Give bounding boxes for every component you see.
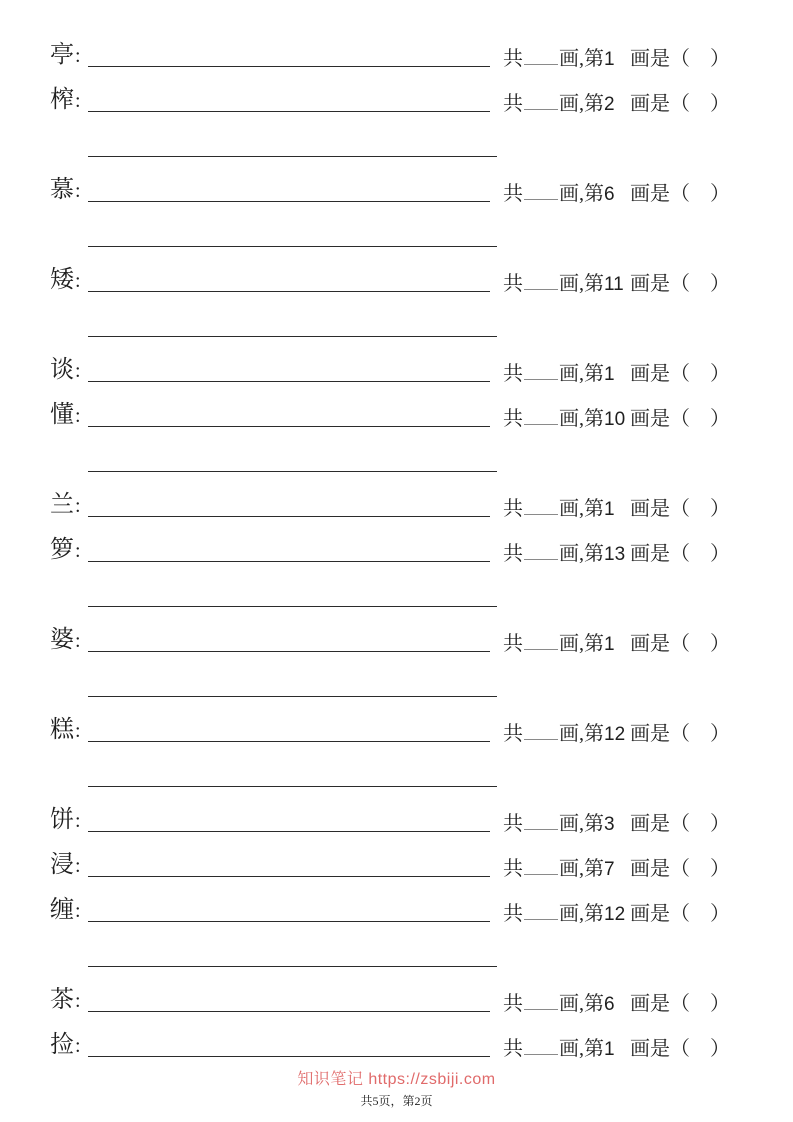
question-open-paren: 画是（ [630, 993, 690, 1015]
entry-character-cell [50, 268, 88, 295]
entry-character: 谈 [50, 357, 74, 383]
question-close-paren: ） [710, 183, 730, 205]
question-prefix: 共 [503, 498, 523, 520]
question-close-paren: ） [710, 93, 730, 115]
question-prefix: 共 [503, 408, 523, 430]
entry-character: 榨 [50, 87, 74, 113]
question-middle: 画,第 [559, 543, 604, 565]
stroke-question [503, 724, 747, 745]
entry-character-cell [50, 808, 88, 835]
stroke-count-blank [524, 513, 558, 515]
watermark-link: 知识笔记 https://zsbiji.com [297, 1071, 496, 1088]
question-prefix: 共 [503, 543, 523, 565]
stroke-number: 3 [604, 814, 615, 835]
writing-line [88, 291, 490, 292]
stroke-count-blank [524, 738, 558, 740]
writing-line [88, 201, 490, 202]
writing-line [88, 426, 490, 427]
entry-character-cell [50, 358, 88, 385]
stroke-number: 6 [604, 994, 615, 1015]
stroke-number: 1 [604, 499, 615, 520]
entry-character: 亭 [50, 42, 74, 68]
entry-row [50, 1015, 745, 1060]
question-middle: 画,第 [559, 858, 604, 880]
stroke-number: 1 [604, 1039, 615, 1060]
question-close-paren: ） [710, 408, 730, 430]
question-open-paren: 画是（ [630, 48, 690, 70]
colon: : [75, 270, 81, 292]
entry-row [50, 880, 745, 925]
writing-line-continuation [88, 156, 497, 157]
question-prefix: 共 [503, 93, 523, 115]
question-open-paren: 画是（ [630, 93, 690, 115]
entry-character: 浸 [50, 852, 74, 878]
stroke-count-blank [524, 828, 558, 830]
question-prefix: 共 [503, 723, 523, 745]
question-middle: 画,第 [559, 273, 604, 295]
question-open-paren: 画是（ [630, 1038, 690, 1060]
writing-line-continuation [88, 966, 497, 967]
entry-character: 缠 [50, 897, 74, 923]
colon: : [75, 495, 81, 517]
stroke-number: 12 [604, 724, 626, 745]
question-prefix: 共 [503, 1038, 523, 1060]
question-close-paren: ） [710, 813, 730, 835]
question-open-paren: 画是（ [630, 858, 690, 880]
question-open-paren: 画是（ [630, 273, 690, 295]
entry-character-cell [50, 628, 88, 655]
entry-row [50, 250, 745, 295]
entry-character: 饼 [50, 807, 74, 833]
entry-character-cell [50, 988, 88, 1015]
stroke-number: 10 [604, 409, 626, 430]
entry-row [50, 835, 745, 880]
stroke-count-blank [524, 918, 558, 920]
colon: : [75, 990, 81, 1012]
stroke-count-blank [524, 198, 558, 200]
writing-line-continuation [88, 471, 497, 472]
stroke-question [503, 364, 747, 385]
stroke-count-blank [524, 378, 558, 380]
stroke-number: 12 [604, 904, 626, 925]
question-open-paren: 画是（ [630, 633, 690, 655]
writing-line-continuation [88, 336, 497, 337]
writing-line-continuation [88, 696, 497, 697]
continuation-row [50, 655, 745, 700]
question-middle: 画,第 [559, 993, 604, 1015]
question-open-paren: 画是（ [630, 903, 690, 925]
footer [0, 1066, 793, 1109]
entry-character: 捡 [50, 1032, 74, 1058]
writing-line [88, 876, 490, 877]
entry-character: 婆 [50, 627, 74, 653]
writing-line [88, 561, 490, 562]
entry-character: 矮 [50, 267, 74, 293]
writing-line [88, 1056, 490, 1057]
question-open-paren: 画是（ [630, 363, 690, 385]
question-middle: 画,第 [559, 363, 604, 385]
stroke-question [503, 634, 747, 655]
writing-line [88, 831, 490, 832]
stroke-question [503, 274, 747, 295]
question-open-paren: 画是（ [630, 813, 690, 835]
stroke-question [503, 544, 747, 565]
stroke-question [503, 994, 747, 1015]
question-prefix: 共 [503, 633, 523, 655]
continuation-row [50, 295, 745, 340]
question-close-paren: ） [710, 993, 730, 1015]
continuation-row [50, 565, 745, 610]
question-open-paren: 画是（ [630, 543, 690, 565]
question-close-paren: ） [710, 498, 730, 520]
entry-row [50, 790, 745, 835]
stroke-question [503, 184, 747, 205]
entry-character-cell [50, 178, 88, 205]
continuation-row [50, 925, 745, 970]
question-open-paren: 画是（ [630, 183, 690, 205]
question-prefix: 共 [503, 813, 523, 835]
continuation-row [50, 205, 745, 250]
stroke-count-blank [524, 558, 558, 560]
writing-line-continuation [88, 786, 497, 787]
question-prefix: 共 [503, 858, 523, 880]
entry-character: 懂 [50, 402, 74, 428]
entry-character: 茶 [50, 987, 74, 1013]
stroke-question [503, 49, 747, 70]
entry-character-cell [50, 88, 88, 115]
writing-line-continuation [88, 606, 497, 607]
question-close-paren: ） [710, 903, 730, 925]
page-indicator: 共5页，第2页 [360, 1094, 433, 1108]
stroke-count-blank [524, 108, 558, 110]
question-open-paren: 画是（ [630, 498, 690, 520]
question-prefix: 共 [503, 183, 523, 205]
writing-line [88, 111, 490, 112]
question-close-paren: ） [710, 543, 730, 565]
stroke-number: 7 [604, 859, 615, 880]
question-close-paren: ） [710, 48, 730, 70]
writing-line [88, 66, 490, 67]
question-middle: 画,第 [559, 1038, 604, 1060]
question-middle: 画,第 [559, 813, 604, 835]
stroke-question [503, 859, 747, 880]
question-open-paren: 画是（ [630, 723, 690, 745]
stroke-number: 2 [604, 94, 615, 115]
stroke-number: 1 [604, 634, 615, 655]
question-prefix: 共 [503, 903, 523, 925]
colon: : [75, 90, 81, 112]
writing-line [88, 921, 490, 922]
entry-character: 箩 [50, 537, 74, 563]
colon: : [75, 855, 81, 877]
stroke-question [503, 94, 747, 115]
entry-character: 糕 [50, 717, 74, 743]
entry-row [50, 475, 745, 520]
entry-row [50, 700, 745, 745]
entry-row [50, 610, 745, 655]
writing-line [88, 651, 490, 652]
stroke-question [503, 1039, 747, 1060]
stroke-question [503, 499, 747, 520]
question-close-paren: ） [710, 858, 730, 880]
entry-row [50, 970, 745, 1015]
stroke-number: 1 [604, 49, 615, 70]
stroke-count-blank [524, 1008, 558, 1010]
entry-row [50, 70, 745, 115]
colon: : [75, 1035, 81, 1057]
stroke-question [503, 814, 747, 835]
writing-line [88, 1011, 490, 1012]
entry-character: 慕 [50, 177, 74, 203]
question-close-paren: ） [710, 363, 730, 385]
writing-line [88, 516, 490, 517]
question-close-paren: ） [710, 723, 730, 745]
entry-character-cell [50, 538, 88, 565]
question-middle: 画,第 [559, 633, 604, 655]
stroke-number: 1 [604, 364, 615, 385]
writing-line [88, 741, 490, 742]
writing-line [88, 381, 490, 382]
stroke-count-blank [524, 1053, 558, 1055]
question-middle: 画,第 [559, 903, 604, 925]
colon: : [75, 630, 81, 652]
stroke-number: 11 [604, 274, 624, 295]
stroke-count-blank [524, 423, 558, 425]
entry-character-cell [50, 853, 88, 880]
stroke-count-blank [524, 873, 558, 875]
question-close-paren: ） [710, 273, 730, 295]
colon: : [75, 720, 81, 742]
entry-row [50, 25, 745, 70]
question-prefix: 共 [503, 993, 523, 1015]
stroke-number: 6 [604, 184, 615, 205]
question-middle: 画,第 [559, 408, 604, 430]
entry-row [50, 340, 745, 385]
stroke-count-blank [524, 648, 558, 650]
question-close-paren: ） [710, 633, 730, 655]
colon: : [75, 900, 81, 922]
continuation-row [50, 745, 745, 790]
question-prefix: 共 [503, 363, 523, 385]
question-open-paren: 画是（ [630, 408, 690, 430]
stroke-number: 13 [604, 544, 626, 565]
stroke-question [503, 904, 747, 925]
continuation-row [50, 115, 745, 160]
entry-character-cell [50, 43, 88, 70]
entry-character-cell [50, 1033, 88, 1060]
entry-character-cell [50, 718, 88, 745]
entry-row [50, 520, 745, 565]
question-middle: 画,第 [559, 93, 604, 115]
entry-row [50, 385, 745, 430]
question-middle: 画,第 [559, 183, 604, 205]
question-middle: 画,第 [559, 723, 604, 745]
entry-character-cell [50, 898, 88, 925]
stroke-count-blank [524, 63, 558, 65]
question-prefix: 共 [503, 273, 523, 295]
colon: : [75, 45, 81, 67]
stroke-count-blank [524, 288, 558, 290]
question-middle: 画,第 [559, 498, 604, 520]
continuation-row [50, 430, 745, 475]
entry-character-cell [50, 403, 88, 430]
colon: : [75, 360, 81, 382]
question-middle: 画,第 [559, 48, 604, 70]
stroke-question [503, 409, 747, 430]
entry-character-cell [50, 493, 88, 520]
entry-row [50, 160, 745, 205]
colon: : [75, 540, 81, 562]
entry-character: 兰 [50, 492, 74, 518]
question-prefix: 共 [503, 48, 523, 70]
colon: : [75, 180, 81, 202]
colon: : [75, 405, 81, 427]
writing-line-continuation [88, 246, 497, 247]
colon: : [75, 810, 81, 832]
question-close-paren: ） [710, 1038, 730, 1060]
